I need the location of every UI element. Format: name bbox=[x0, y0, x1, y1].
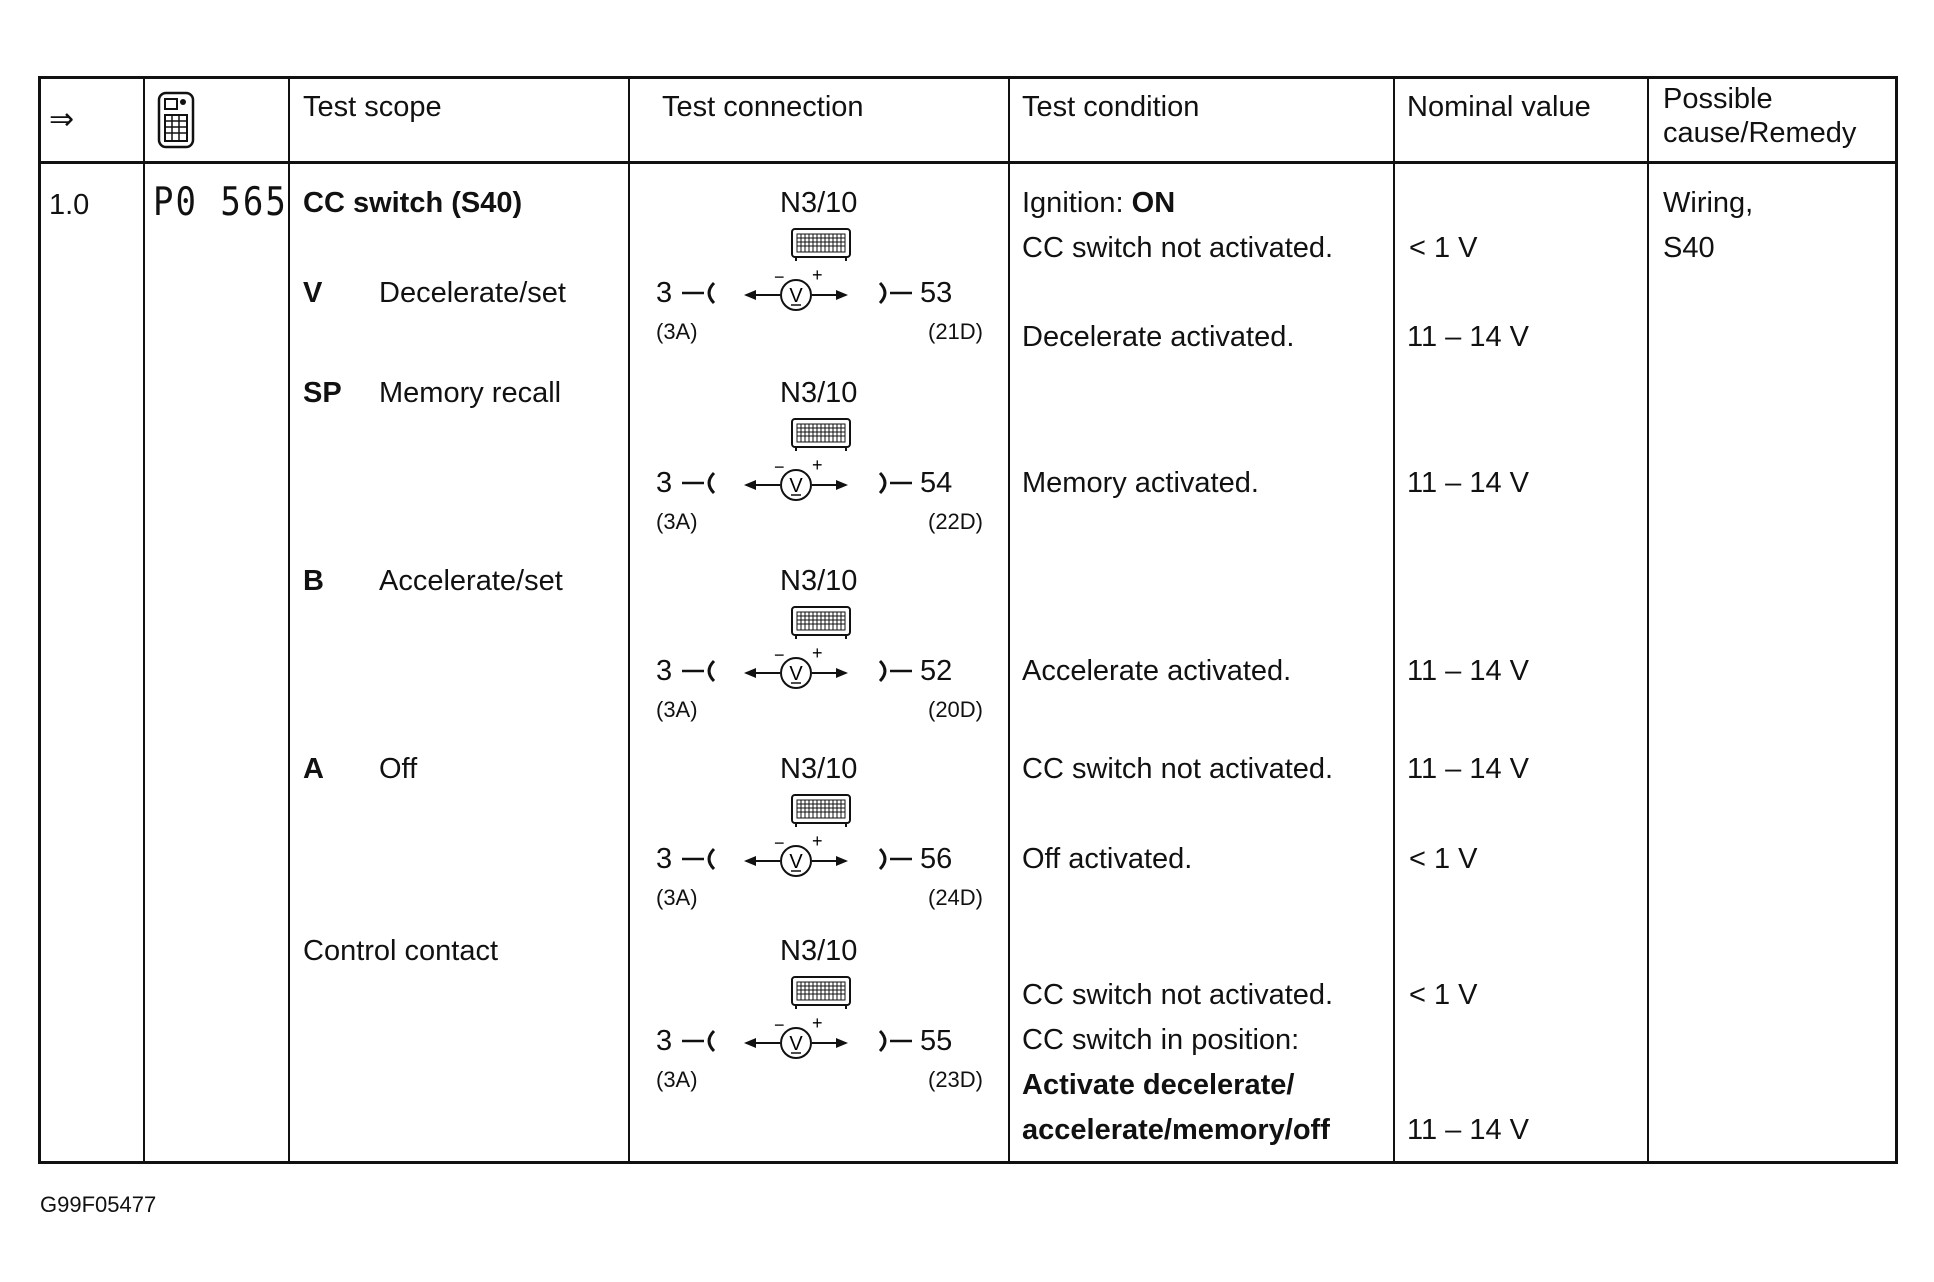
condition-4: Accelerate activated. bbox=[1022, 655, 1292, 687]
header-test-scope: Test scope bbox=[303, 91, 442, 123]
nominal-value-8: 11 – 14 V bbox=[1407, 1114, 1530, 1146]
nominal-value-7: < 1 V bbox=[1409, 979, 1478, 1011]
condition-9: Activate decelerate/ bbox=[1022, 1069, 1295, 1101]
header-possible-cause: Possible bbox=[1663, 83, 1773, 115]
right-probe-icon bbox=[876, 465, 916, 501]
plus-sign: + bbox=[812, 457, 823, 475]
condition-10: accelerate/memory/off bbox=[1022, 1114, 1330, 1146]
header-test-connection: Test connection bbox=[662, 91, 864, 123]
right-pin-sub: (24D) bbox=[928, 885, 984, 910]
left-pin-sub: (3A) bbox=[656, 319, 698, 344]
col-divider bbox=[1008, 79, 1010, 1161]
right-pin-sub: (21D) bbox=[928, 319, 984, 344]
left-probe-icon bbox=[678, 841, 718, 877]
left-pin: 3 bbox=[656, 1025, 673, 1057]
condition-2: Decelerate activated. bbox=[1022, 321, 1295, 353]
ignition-label: Ignition: bbox=[1022, 187, 1132, 219]
col-divider bbox=[1647, 79, 1649, 1161]
right-pin: 55 bbox=[920, 1025, 953, 1057]
left-pin: 3 bbox=[656, 467, 673, 499]
voltmeter-icon bbox=[740, 1015, 852, 1065]
right-pin: 53 bbox=[920, 277, 953, 309]
right-probe-icon bbox=[876, 1023, 916, 1059]
left-pin-sub: (3A) bbox=[656, 885, 698, 910]
unit-label: N3/10 bbox=[780, 935, 858, 967]
header-nominal-value: Nominal value bbox=[1407, 91, 1591, 123]
fault-code: P0 565 bbox=[153, 179, 288, 226]
voltmeter-symbol: V bbox=[789, 285, 803, 307]
connector-icon bbox=[790, 975, 852, 1011]
minus-sign: − bbox=[774, 645, 785, 665]
left-pin-sub: (3A) bbox=[656, 509, 698, 534]
scope-key-b: B bbox=[303, 565, 324, 597]
voltmeter-icon bbox=[740, 267, 852, 317]
unit-label: N3/10 bbox=[780, 377, 858, 409]
right-pin: 52 bbox=[920, 655, 953, 687]
scope-key-sp: SP bbox=[303, 377, 342, 409]
condition-ignition bbox=[1022, 189, 1175, 218]
left-pin: 3 bbox=[656, 843, 673, 875]
header-divider bbox=[41, 161, 1895, 164]
step-number: 1.0 bbox=[49, 189, 90, 221]
scope-key-v: V bbox=[303, 277, 323, 309]
nominal-value-3: 11 – 14 V bbox=[1407, 467, 1530, 499]
voltmeter-icon bbox=[740, 645, 852, 695]
right-pin: 56 bbox=[920, 843, 953, 875]
arrow-right-icon: ⇒ bbox=[49, 103, 75, 136]
connector-icon bbox=[790, 227, 852, 263]
col-divider bbox=[143, 79, 145, 1161]
scope-control-contact: Control contact bbox=[303, 935, 499, 967]
scope-label-decelerate: Decelerate/set bbox=[379, 277, 566, 309]
nominal-value-4: 11 – 14 V bbox=[1407, 655, 1530, 687]
nominal-value-1: < 1 V bbox=[1409, 232, 1478, 264]
nominal-value-6: < 1 V bbox=[1409, 843, 1478, 875]
scope-title: CC switch (S40) bbox=[303, 187, 523, 219]
remedy-line-1: Wiring, bbox=[1663, 187, 1754, 219]
left-pin: 3 bbox=[656, 655, 673, 687]
voltmeter-icon bbox=[740, 833, 852, 883]
voltmeter-symbol: V bbox=[789, 663, 803, 685]
condition-1: CC switch not activated. bbox=[1022, 232, 1334, 264]
col-divider bbox=[1393, 79, 1395, 1161]
nominal-value-5: 11 – 14 V bbox=[1407, 753, 1530, 785]
voltmeter-symbol: V bbox=[789, 851, 803, 873]
right-probe-icon bbox=[876, 653, 916, 689]
unit-label: N3/10 bbox=[780, 565, 858, 597]
unit-label: N3/10 bbox=[780, 187, 858, 219]
left-probe-icon bbox=[678, 465, 718, 501]
right-pin: 54 bbox=[920, 467, 953, 499]
left-probe-icon bbox=[678, 275, 718, 311]
condition-7: CC switch not activated. bbox=[1022, 979, 1334, 1011]
voltmeter-symbol: V bbox=[789, 475, 803, 497]
minus-sign: − bbox=[774, 1015, 785, 1035]
right-pin-sub: (20D) bbox=[928, 697, 984, 722]
nominal-value-2: 11 – 14 V bbox=[1407, 321, 1530, 353]
connector-icon bbox=[790, 417, 852, 453]
header-test-condition: Test condition bbox=[1022, 91, 1200, 123]
left-probe-icon bbox=[678, 653, 718, 689]
voltmeter-symbol: V bbox=[789, 1033, 803, 1055]
scope-label-memory: Memory recall bbox=[379, 377, 562, 409]
right-probe-icon bbox=[876, 275, 916, 311]
ignition-value: ON bbox=[1131, 187, 1176, 219]
figure-caption: G99F05477 bbox=[40, 1192, 157, 1217]
right-probe-icon bbox=[876, 841, 916, 877]
scope-key-a: A bbox=[303, 753, 324, 785]
connector-icon bbox=[790, 793, 852, 829]
left-pin: 3 bbox=[656, 277, 673, 309]
test-table bbox=[38, 76, 1898, 1164]
plus-sign: + bbox=[812, 1015, 823, 1033]
connector-icon bbox=[790, 605, 852, 641]
plus-sign: + bbox=[812, 267, 823, 285]
condition-5: CC switch not activated. bbox=[1022, 753, 1334, 785]
condition-8: CC switch in position: bbox=[1022, 1024, 1300, 1056]
col-divider bbox=[628, 79, 630, 1161]
condition-3: Memory activated. bbox=[1022, 467, 1259, 499]
plus-sign: + bbox=[812, 645, 823, 663]
minus-sign: − bbox=[774, 457, 785, 477]
minus-sign: − bbox=[774, 833, 785, 853]
right-pin-sub: (23D) bbox=[928, 1067, 984, 1092]
left-pin-sub: (3A) bbox=[656, 1067, 698, 1092]
tester-icon bbox=[156, 91, 196, 149]
left-pin-sub: (3A) bbox=[656, 697, 698, 722]
condition-6: Off activated. bbox=[1022, 843, 1193, 875]
header-possible-cause-remedy: cause/Remedy bbox=[1663, 117, 1857, 149]
remedy-line-2: S40 bbox=[1663, 232, 1715, 264]
left-probe-icon bbox=[678, 1023, 718, 1059]
scope-label-accelerate: Accelerate/set bbox=[379, 565, 563, 597]
col-divider bbox=[288, 79, 290, 1161]
voltmeter-icon bbox=[740, 457, 852, 507]
right-pin-sub: (22D) bbox=[928, 509, 984, 534]
minus-sign: − bbox=[774, 267, 785, 287]
scope-label-off: Off bbox=[379, 753, 418, 785]
unit-label: N3/10 bbox=[780, 753, 858, 785]
plus-sign: + bbox=[812, 833, 823, 851]
